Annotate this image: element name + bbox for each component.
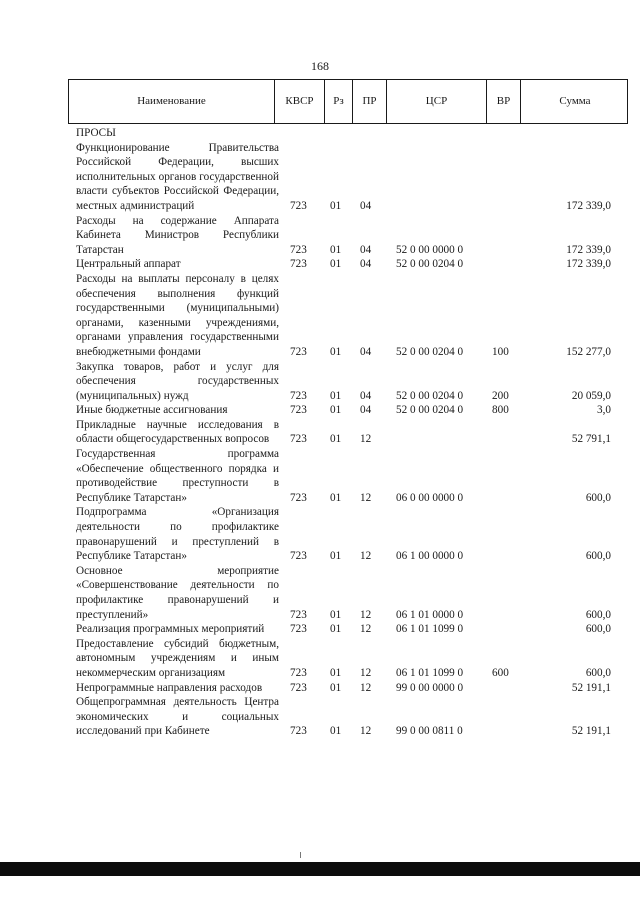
row-sum: 600,0: [585, 491, 611, 504]
page-number: 168: [311, 59, 329, 73]
row-pr: 12: [360, 681, 372, 694]
row-pr: 04: [360, 258, 372, 271]
row-csr: 06 1 01 0000 0: [396, 608, 464, 621]
table-row: [68, 214, 628, 258]
row-kvsr: 723: [290, 608, 307, 621]
table-header: [68, 79, 628, 124]
row-sum: 600,0: [585, 608, 611, 621]
row-rz: 01: [330, 199, 342, 212]
row-name: Государственная программа «Обеспечение общественного порядка и противодействие преступности в Республике Татарстан»: [76, 448, 279, 504]
row-rz: 01: [330, 243, 342, 256]
row-rz: 01: [330, 608, 342, 621]
table-row: [68, 681, 628, 696]
row-vr: 600: [492, 666, 509, 679]
row-kvsr: 723: [290, 725, 307, 738]
header-name: Наименование: [69, 80, 275, 123]
row-rz: 01: [330, 681, 342, 694]
row-sum: 600,0: [585, 550, 611, 563]
row-name: Иные бюджетные ассигнования: [76, 404, 228, 417]
table-row: [68, 257, 628, 272]
row-sum: 52 191,1: [571, 681, 611, 694]
row-csr: 52 0 00 0204 0: [396, 389, 464, 402]
row-name: Подпрограмма «Организация деятельности по профилактике правонарушений и преступлений в Республике Татарстан»: [76, 506, 279, 563]
row-kvsr: 723: [290, 243, 307, 256]
row-name: Расходы на выплаты персоналу в целях обеспечения выполнения функций государственными (муниципальными) органами, казенными учреждениями, органами управления государственными внебюджетными фондами: [76, 272, 279, 358]
header-rz: Рз: [325, 80, 353, 123]
row-kvsr: 723: [290, 258, 307, 271]
row-sum: 600,0: [585, 623, 611, 636]
row-sum: 52 191,1: [571, 725, 611, 738]
header-sum: Сумма: [559, 95, 591, 107]
row-pr: 12: [360, 725, 372, 738]
row-csr: 52 0 00 0204 0: [396, 345, 464, 358]
row-name: Закупка товаров, работ и услуг для обеспечения государственных (муниципальных) нужд: [76, 360, 279, 402]
table-row: [68, 447, 628, 505]
row-name: Прикладные научные исследования в области общегосударственных вопросов: [76, 418, 279, 446]
row-kvsr: 723: [290, 389, 307, 402]
table-row: [68, 272, 628, 360]
table-body: [68, 126, 628, 739]
row-pr: 12: [360, 550, 372, 563]
row-pr: 04: [360, 345, 372, 358]
header-pr: ПР: [353, 80, 387, 123]
row-kvsr: 723: [290, 433, 307, 446]
scan-border: [0, 862, 640, 876]
row-vr: 100: [492, 345, 509, 358]
row-csr: 52 0 00 0204 0: [396, 258, 464, 271]
table-row: [68, 126, 628, 141]
row-name: Основное мероприятие «Совершенствование деятельности по профилактике правонарушений и преступлений»: [76, 564, 279, 621]
table-row: [68, 637, 628, 681]
row-name: Функционирование Правительства Российской Федерации, высших исполнительных органов государственной власти субъектов Российской Федерации, местных администраций: [76, 141, 279, 212]
table-row: [68, 418, 628, 447]
row-rz: 01: [330, 433, 342, 446]
row-vr: 800: [492, 404, 509, 417]
table-row: [68, 141, 628, 214]
row-rz: 01: [330, 666, 342, 679]
header-vr: ВР: [487, 80, 521, 123]
row-rz: 01: [330, 725, 342, 738]
row-pr: 12: [360, 433, 372, 446]
row-pr: 04: [360, 404, 372, 417]
row-pr: 12: [360, 623, 372, 636]
row-rz: 01: [330, 345, 342, 358]
row-sum: 3,0: [597, 404, 611, 417]
row-name: Общепрограммная деятельность Центра экономических и социальных исследований при Кабинете: [76, 696, 279, 738]
row-csr: 52 0 00 0000 0: [396, 243, 464, 256]
row-name: Предоставление субсидий бюджетным, автономным учреждениям и иным некоммерческим организациям: [76, 637, 279, 679]
table-row: [68, 564, 628, 622]
row-sum: 52 791,1: [571, 433, 611, 446]
row-name: ПРОСЫ: [76, 127, 116, 139]
row-csr: 06 1 01 1099 0: [396, 666, 464, 679]
row-csr: 99 0 00 0811 0: [396, 725, 463, 738]
row-kvsr: 723: [290, 404, 307, 417]
row-name: Расходы на содержание Аппарата Кабинета Министров Республики Татарстан: [76, 214, 279, 256]
row-pr: 12: [360, 491, 372, 504]
row-rz: 01: [330, 258, 342, 271]
row-pr: 12: [360, 608, 372, 621]
row-rz: 01: [330, 404, 342, 417]
table-row: [68, 360, 628, 404]
row-kvsr: 723: [290, 666, 307, 679]
row-kvsr: 723: [290, 199, 307, 212]
row-pr: 04: [360, 199, 372, 212]
row-csr: 06 0 00 0000 0: [396, 491, 464, 504]
budget-table: [68, 79, 628, 739]
row-kvsr: 723: [290, 623, 307, 636]
row-pr: 12: [360, 666, 372, 679]
table-row: [68, 403, 628, 418]
row-rz: 01: [330, 389, 342, 402]
row-pr: 04: [360, 389, 372, 402]
row-name: Центральный аппарат: [76, 258, 181, 271]
row-vr: 200: [492, 389, 509, 402]
row-sum: 600,0: [585, 666, 611, 679]
row-sum: 172 339,0: [566, 258, 611, 271]
row-kvsr: 723: [290, 345, 307, 358]
row-name: Непрограммные направления расходов: [76, 681, 263, 694]
row-rz: 01: [330, 623, 342, 636]
row-rz: 01: [330, 550, 342, 563]
row-name: Реализация программных мероприятий: [76, 623, 265, 636]
table-row: [68, 505, 628, 563]
row-sum: 172 339,0: [566, 199, 611, 212]
table-row: [68, 695, 628, 739]
header-csr: ЦСР: [387, 80, 487, 123]
row-sum: 152 277,0: [566, 345, 611, 358]
row-csr: 52 0 00 0204 0: [396, 404, 464, 417]
row-csr: 99 0 00 0000 0: [396, 681, 464, 694]
row-csr: 06 1 01 1099 0: [396, 623, 464, 636]
scan-mark: [300, 852, 301, 858]
table-row: [68, 622, 628, 637]
row-csr: 06 1 00 0000 0: [396, 550, 464, 563]
row-sum: 172 339,0: [566, 243, 611, 256]
row-sum: 20 059,0: [571, 389, 611, 402]
row-pr: 04: [360, 243, 372, 256]
row-kvsr: 723: [290, 681, 307, 694]
row-rz: 01: [330, 491, 342, 504]
row-kvsr: 723: [290, 550, 307, 563]
header-kvsr: КВСР: [275, 80, 325, 123]
row-kvsr: 723: [290, 491, 307, 504]
